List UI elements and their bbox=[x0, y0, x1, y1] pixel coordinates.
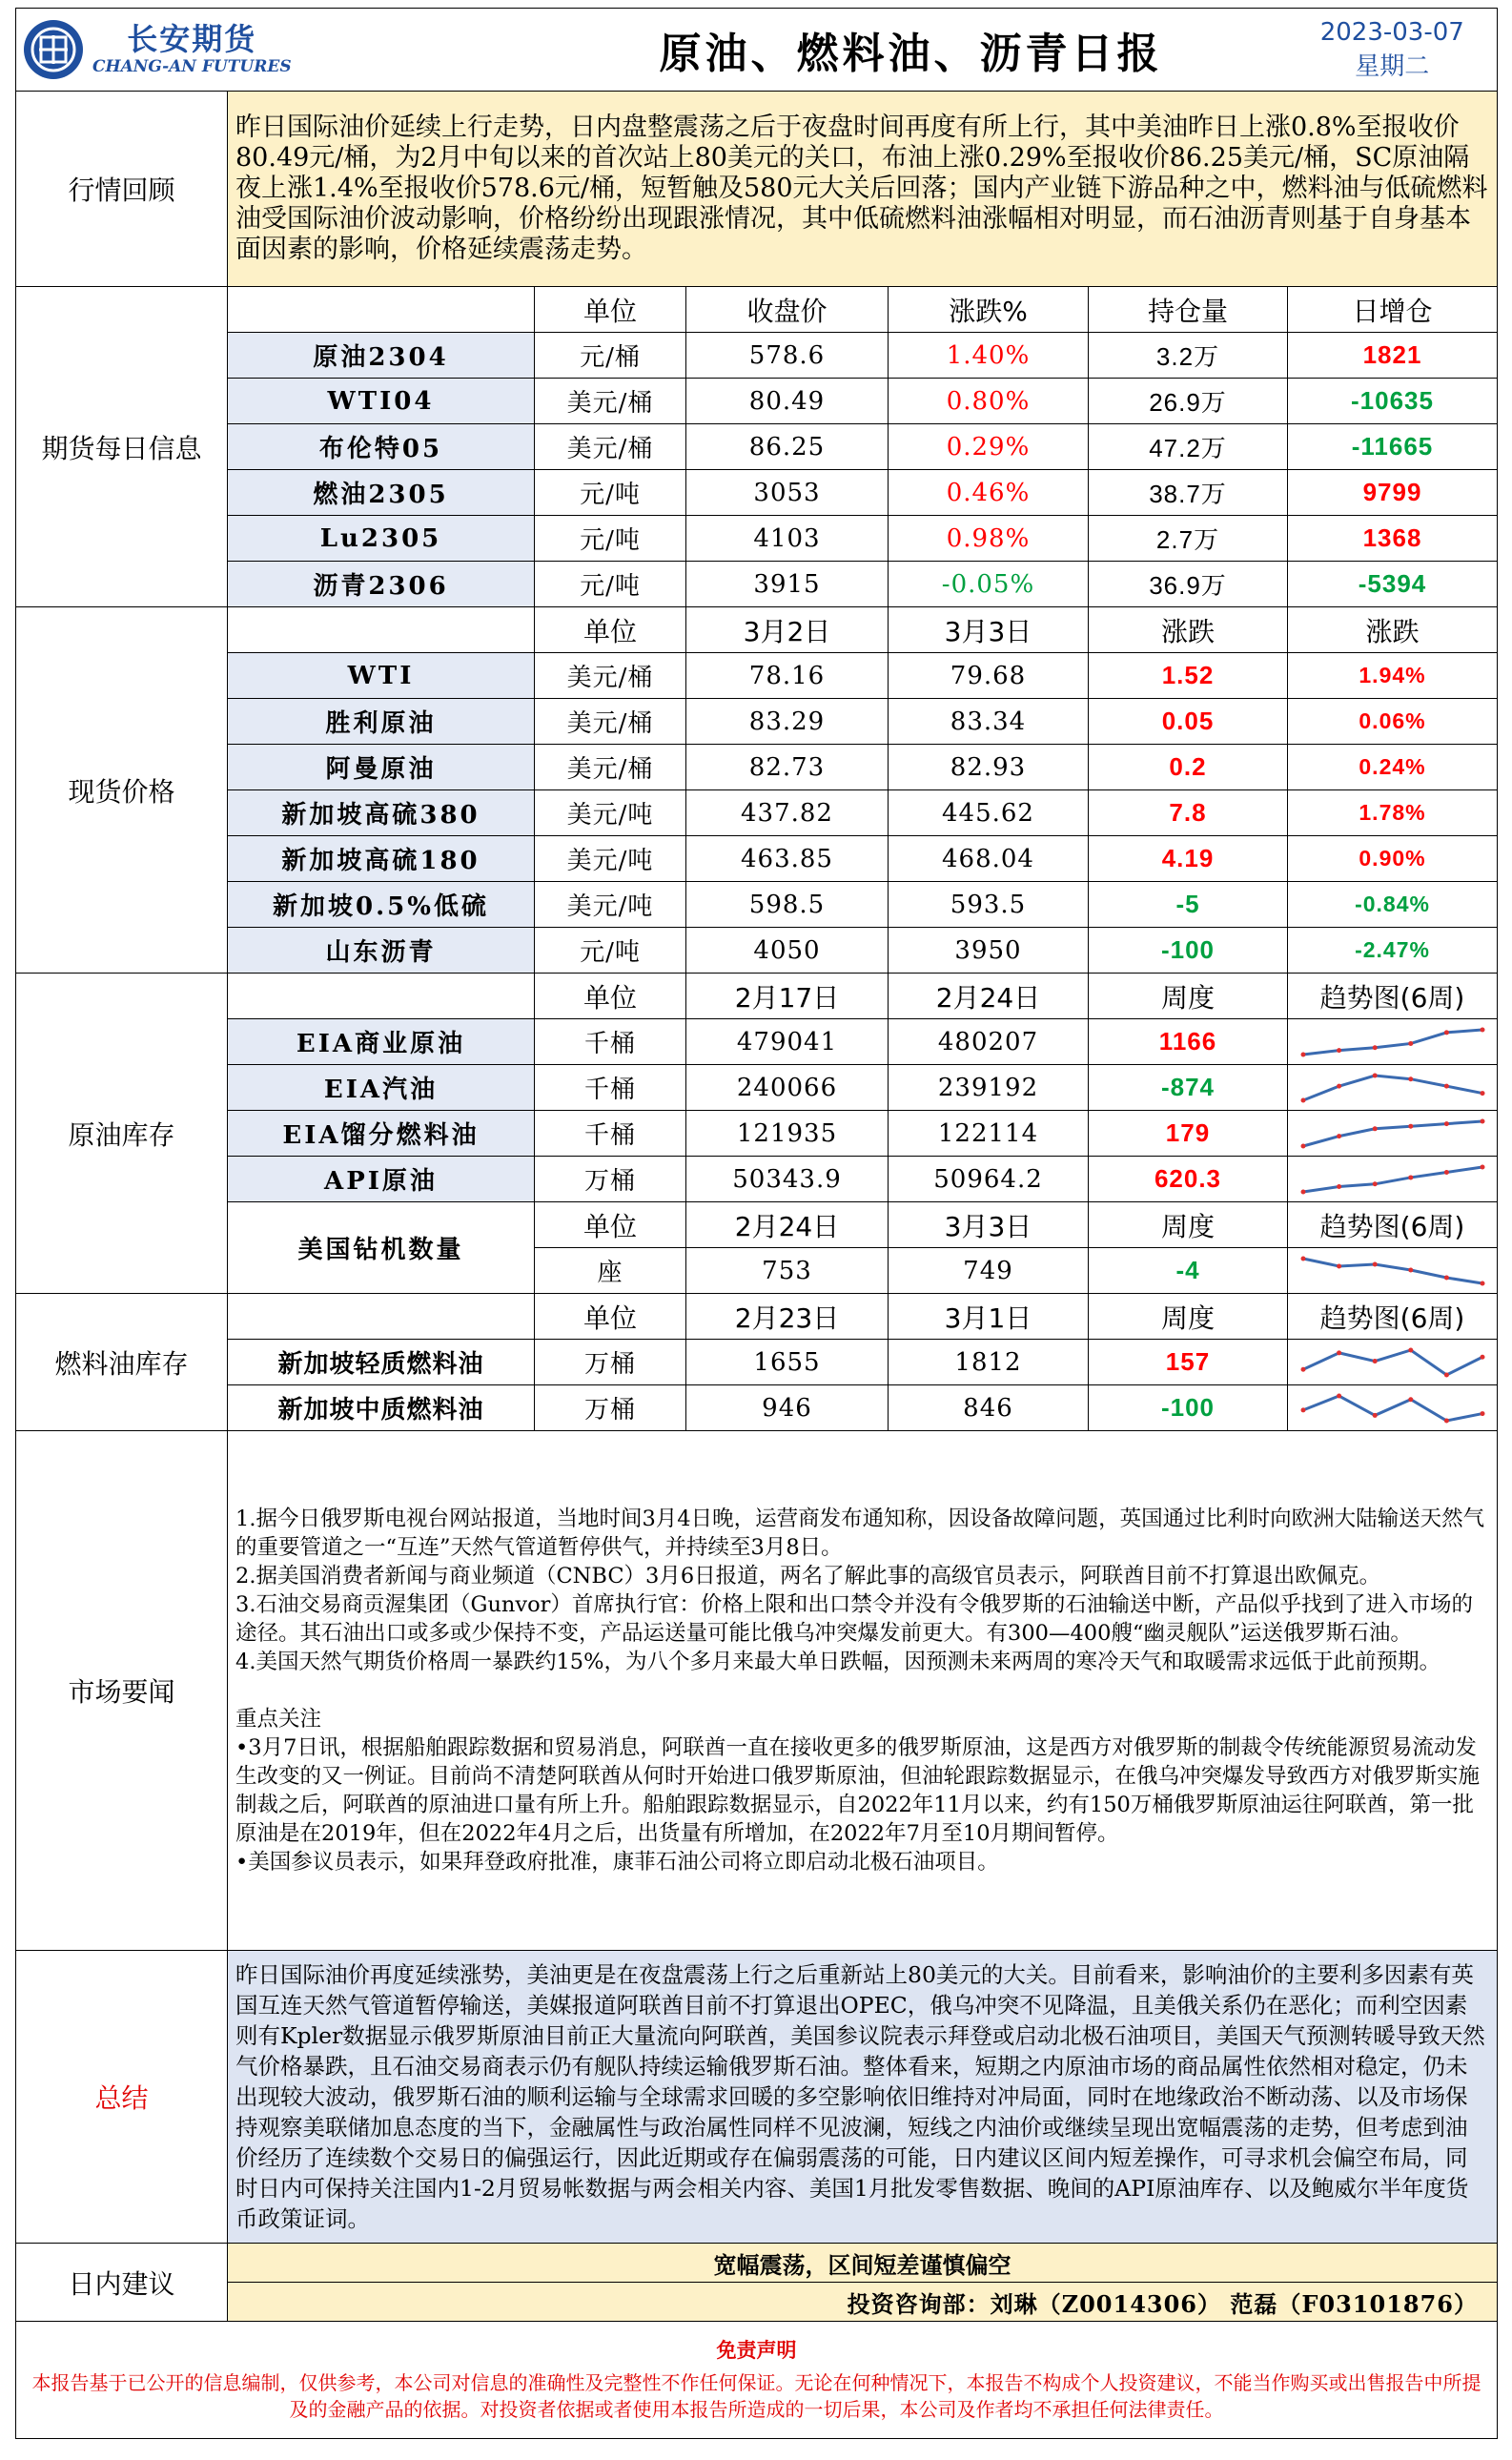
crude-inv-name: API原油 bbox=[228, 1157, 535, 1202]
sparkline-path bbox=[1303, 1167, 1482, 1192]
report-page bbox=[15, 8, 1497, 2450]
crude-inv-d2: 50964.2 bbox=[889, 1157, 1089, 1202]
sparkline-path bbox=[1303, 1350, 1482, 1375]
disclaimer-cell bbox=[16, 2322, 1498, 2439]
news-spacer bbox=[235, 1676, 1489, 1705]
futures-row bbox=[16, 562, 1498, 607]
futures-row bbox=[16, 424, 1498, 470]
sparkline-point bbox=[1408, 1076, 1413, 1081]
futures-unit: 元/吨 bbox=[535, 470, 686, 516]
sparkline-point bbox=[1372, 1261, 1377, 1266]
futures-chg: 0.29% bbox=[889, 424, 1089, 470]
logo-name-cn: 长安期货 bbox=[127, 21, 257, 57]
sparkline-point bbox=[1480, 1091, 1484, 1096]
futures-header-row bbox=[16, 287, 1498, 333]
news-item: 4.美国天然气期货价格周一暴跌约15%，为八个多月来最大单日跌幅，因预测未来两周的寒冷天气和取暖需求远低于此前预期。 bbox=[235, 1650, 1440, 1674]
spot-unit: 美元/桶 bbox=[535, 699, 686, 745]
sparkline-point bbox=[1300, 1366, 1305, 1371]
news-item: 3.石油交易商贡渥集团（Gunvor）首席执行官：价格上限和出口禁令并没有令俄罗斯的石油输送中断，产品似乎找到了进入市场的途径。其石油出口或多或少保持不变，产品运送量可能比俄乌冲突爆发前更大。有300—400艘“幽灵舰队”运送俄罗斯石油。 bbox=[235, 1592, 1473, 1646]
fuel-inv-d1: 946 bbox=[686, 1385, 889, 1431]
futures-close: 578.6 bbox=[686, 333, 889, 379]
fuel-inv-trend bbox=[1288, 1385, 1498, 1431]
sparkline-point bbox=[1337, 1048, 1341, 1053]
spot-d2: 593.5 bbox=[889, 882, 1089, 928]
futures-oi-chg: 1821 bbox=[1288, 333, 1498, 379]
futures-name: 原油2304 bbox=[228, 333, 535, 379]
futures-close: 3053 bbox=[686, 470, 889, 516]
spot-pct: 1.94% bbox=[1288, 653, 1498, 699]
rig-name: 美国钻机数量 bbox=[228, 1202, 535, 1294]
spot-chg: 4.19 bbox=[1089, 836, 1288, 882]
page-title: 原油、燃料油、沥青日报 bbox=[659, 30, 1163, 78]
crude-inv-d2: 122114 bbox=[889, 1111, 1089, 1157]
sparkline-point bbox=[1408, 1397, 1413, 1402]
spot-header-d1: 3月2日 bbox=[686, 607, 889, 653]
sparkline-path bbox=[1303, 1076, 1482, 1100]
futures-chg: 1.40% bbox=[889, 333, 1089, 379]
disclaimer-text: 本报告基于已公开的信息编制，仅供参考，本公司对信息的准确性及完整性不作任何保证。无论在何种情况下，本报告不构成个人投资建议，不能当作购买或出售报告中所提及的金融产品的依据。对投资者依据或者使用本报告所造成的一切后果，本公司及作者均不承担任何法律责任。 bbox=[31, 2371, 1481, 2421]
spot-name: 新加坡高硫380 bbox=[228, 790, 535, 836]
spot-name: 阿曼原油 bbox=[228, 745, 535, 790]
spot-name: WTI bbox=[228, 653, 535, 699]
spot-d1: 83.29 bbox=[686, 699, 889, 745]
crude-inv-chg: 179 bbox=[1089, 1111, 1288, 1157]
futures-name: 燃油2305 bbox=[228, 470, 535, 516]
futures-close: 4103 bbox=[686, 516, 889, 562]
sparkline-point bbox=[1337, 1393, 1341, 1398]
spot-header-blank bbox=[228, 607, 535, 653]
futures-unit: 美元/桶 bbox=[535, 424, 686, 470]
crude-inv-d1: 121935 bbox=[686, 1111, 889, 1157]
spot-chg: -5 bbox=[1089, 882, 1288, 928]
spot-d1: 4050 bbox=[686, 928, 889, 974]
crude-inv-header-blank bbox=[228, 974, 535, 1019]
crude-inv-header-trend: 趋势图(6周) bbox=[1288, 974, 1498, 1019]
spot-row bbox=[16, 882, 1498, 928]
futures-close: 3915 bbox=[686, 562, 889, 607]
spot-d2: 468.04 bbox=[889, 836, 1089, 882]
crude-inv-header-chg: 周度 bbox=[1089, 974, 1288, 1019]
futures-header-unit: 单位 bbox=[535, 287, 686, 333]
rig-header-d2: 3月3日 bbox=[889, 1202, 1089, 1248]
futures-oi: 26.9万 bbox=[1089, 379, 1288, 424]
futures-header-oi-chg: 日增仓 bbox=[1288, 287, 1498, 333]
disclaimer-title: 免责声明 bbox=[716, 2338, 797, 2362]
focus-title: 重点关注 bbox=[235, 1707, 322, 1732]
rig-header-unit: 单位 bbox=[535, 1202, 686, 1248]
fuel-inv-header-unit: 单位 bbox=[535, 1294, 686, 1340]
spot-chg: -100 bbox=[1089, 928, 1288, 974]
crude-inv-unit: 千桶 bbox=[535, 1111, 686, 1157]
consultant-info: 投资咨询部：刘琳（Z0014306） 范磊（F03101876） bbox=[228, 2283, 1498, 2322]
futures-name: 布伦特05 bbox=[228, 424, 535, 470]
fuel-inv-row bbox=[16, 1340, 1498, 1385]
spot-unit: 美元/吨 bbox=[535, 882, 686, 928]
fuel-inv-chg: 157 bbox=[1089, 1340, 1288, 1385]
rig-chg: -4 bbox=[1089, 1248, 1288, 1294]
futures-oi: 47.2万 bbox=[1089, 424, 1288, 470]
sparkline-point bbox=[1408, 1347, 1413, 1352]
futures-chg: 0.80% bbox=[889, 379, 1089, 424]
sparkline-point bbox=[1443, 1121, 1448, 1126]
crude-inv-d1: 50343.9 bbox=[686, 1157, 889, 1202]
spot-d1: 598.5 bbox=[686, 882, 889, 928]
trend-sparkline bbox=[1297, 1344, 1488, 1381]
sparkline-point bbox=[1408, 1040, 1413, 1045]
market-review-text: 昨日国际油价延续上行走势，日内盘整震荡之后于夜盘时间再度有所上行，其中美油昨日上涨0.8%至报收价80.49元/桶，为2月中旬以来的首次站上80美元的关口，布油上涨0.29%至报收价86.25美元/桶，SC原油隔夜上涨1.4%至报收价578.6元/桶，短暂触及580元大关后回落；国内产业链下游品种之中，燃料油与低硫燃料油受国际油价波动影响，价格纷纷出现跟涨情况，其中低硫燃料油涨幅相对明显，而石油沥青则基于自身基本面因素的影响，价格延续震荡走势。 bbox=[228, 92, 1498, 287]
sparkline-point bbox=[1480, 1164, 1484, 1169]
sparkline-path bbox=[1303, 1259, 1482, 1283]
spot-d2: 445.62 bbox=[889, 790, 1089, 836]
spot-chg: 1.52 bbox=[1089, 653, 1288, 699]
futures-chg: -0.05% bbox=[889, 562, 1089, 607]
sparkline-point bbox=[1337, 1263, 1341, 1268]
report-date: 2023-03-07 bbox=[1319, 18, 1464, 47]
fuel-inv-header-chg: 周度 bbox=[1089, 1294, 1288, 1340]
fuel-inv-name: 新加坡中质燃料油 bbox=[228, 1385, 535, 1431]
spot-d2: 79.68 bbox=[889, 653, 1089, 699]
spot-label: 现货价格 bbox=[16, 607, 228, 974]
logo-cell bbox=[16, 9, 535, 92]
crude-inv-header-row bbox=[16, 974, 1498, 1019]
trend-sparkline bbox=[1297, 1390, 1488, 1426]
rig-header-row bbox=[16, 1202, 1498, 1248]
spot-unit: 元/吨 bbox=[535, 928, 686, 974]
rig-d1: 753 bbox=[686, 1248, 889, 1294]
news-content bbox=[228, 1431, 1498, 1951]
fuel-inv-unit: 万桶 bbox=[535, 1340, 686, 1385]
title-cell bbox=[535, 9, 1288, 92]
sparkline-point bbox=[1408, 1267, 1413, 1272]
sparkline-point bbox=[1300, 1097, 1305, 1102]
crude-inv-header-d1: 2月17日 bbox=[686, 974, 889, 1019]
spot-d1: 437.82 bbox=[686, 790, 889, 836]
futures-header-close: 收盘价 bbox=[686, 287, 889, 333]
crude-inv-unit: 万桶 bbox=[535, 1157, 686, 1202]
spot-header-chg: 涨跌 bbox=[1089, 607, 1288, 653]
rig-trend bbox=[1288, 1248, 1498, 1294]
spot-pct: -2.47% bbox=[1288, 928, 1498, 974]
spot-unit: 美元/桶 bbox=[535, 745, 686, 790]
crude-inv-unit: 千桶 bbox=[535, 1065, 686, 1111]
market-review-label: 行情回顾 bbox=[16, 92, 228, 287]
crude-inv-chg: 620.3 bbox=[1089, 1157, 1288, 1202]
sparkline-point bbox=[1337, 1083, 1341, 1088]
spot-d1: 463.85 bbox=[686, 836, 889, 882]
market-review-row bbox=[16, 92, 1498, 287]
title-row bbox=[16, 9, 1498, 92]
sparkline-path bbox=[1303, 1121, 1482, 1146]
advice-row bbox=[16, 2244, 1498, 2283]
rig-unit: 座 bbox=[535, 1248, 686, 1294]
summary-row bbox=[16, 1951, 1498, 2244]
fuel-inv-d2: 846 bbox=[889, 1385, 1089, 1431]
sparkline-point bbox=[1372, 1412, 1377, 1417]
fuel-inv-header-row bbox=[16, 1294, 1498, 1340]
spot-row bbox=[16, 699, 1498, 745]
sparkline-point bbox=[1480, 1411, 1484, 1416]
crude-inv-d2: 480207 bbox=[889, 1019, 1089, 1065]
futures-unit: 元/吨 bbox=[535, 562, 686, 607]
spot-row bbox=[16, 928, 1498, 974]
sparkline-point bbox=[1480, 1281, 1484, 1285]
fuel-inv-header-d2: 3月1日 bbox=[889, 1294, 1089, 1340]
trend-sparkline bbox=[1297, 1070, 1488, 1106]
crude-inv-chg: 1166 bbox=[1089, 1019, 1288, 1065]
spot-unit: 美元/吨 bbox=[535, 790, 686, 836]
futures-header-oi: 持仓量 bbox=[1089, 287, 1288, 333]
sparkline-point bbox=[1372, 1181, 1377, 1186]
focus-item: •3月7日讯，根据船舶跟踪数据和贸易消息，阿联酋一直在接收更多的俄罗斯原油，这是西方对俄罗斯的制裁令传统能源贸易流动发生改变的又一例证。目前尚不清楚阿联酋从何时开始进口俄罗斯原油，但油轮跟踪数据显示，在俄乌冲突爆发导致西方对俄罗斯实施制裁之后，阿联酋的原油进口量有所上升。船舶跟踪数据显示，自2022年11月以来，约有150万桶俄罗斯原油运往阿联酋，第一批原油是在2019年，但在2022年4月之后，出货量有所增加，在2022年7月至10月期间暂停。 bbox=[235, 1735, 1481, 1846]
futures-oi: 36.9万 bbox=[1089, 562, 1288, 607]
crude-inv-d1: 479041 bbox=[686, 1019, 889, 1065]
futures-close: 86.25 bbox=[686, 424, 889, 470]
crude-inv-trend bbox=[1288, 1019, 1498, 1065]
futures-unit: 元/桶 bbox=[535, 333, 686, 379]
trend-sparkline bbox=[1297, 1161, 1488, 1198]
sparkline-point bbox=[1408, 1175, 1413, 1179]
spot-pct: 0.24% bbox=[1288, 745, 1498, 790]
trend-sparkline bbox=[1297, 1253, 1488, 1289]
rig-d2: 749 bbox=[889, 1248, 1089, 1294]
crude-inv-row bbox=[16, 1157, 1498, 1202]
sparkline-point bbox=[1443, 1169, 1448, 1174]
spot-name: 新加坡0.5%低硫 bbox=[228, 882, 535, 928]
spot-pct: -0.84% bbox=[1288, 882, 1498, 928]
summary-label: 总结 bbox=[16, 1951, 228, 2244]
futures-oi-chg: -11665 bbox=[1288, 424, 1498, 470]
consultant-row bbox=[16, 2283, 1498, 2322]
trend-sparkline bbox=[1297, 1024, 1488, 1060]
futures-chg: 0.98% bbox=[889, 516, 1089, 562]
crude-inv-name: EIA汽油 bbox=[228, 1065, 535, 1111]
report-table bbox=[15, 8, 1498, 2439]
crude-inv-trend bbox=[1288, 1065, 1498, 1111]
sparkline-point bbox=[1372, 1359, 1377, 1363]
news-item: 2.据美国消费者新闻与商业频道（CNBC）3月6日报道，两名了解此事的高级官员表示，阿联酋目前不打算退出欧佩克。 bbox=[235, 1564, 1381, 1589]
futures-name: 沥青2306 bbox=[228, 562, 535, 607]
crude-inv-row bbox=[16, 1111, 1498, 1157]
spot-unit: 美元/吨 bbox=[535, 836, 686, 882]
rig-header-d1: 2月24日 bbox=[686, 1202, 889, 1248]
futures-row bbox=[16, 379, 1498, 424]
sparkline-point bbox=[1372, 1045, 1377, 1050]
futures-close: 80.49 bbox=[686, 379, 889, 424]
sparkline-point bbox=[1300, 1189, 1305, 1194]
spot-d2: 83.34 bbox=[889, 699, 1089, 745]
spot-pct: 1.78% bbox=[1288, 790, 1498, 836]
spot-name: 新加坡高硫180 bbox=[228, 836, 535, 882]
spot-d1: 78.16 bbox=[686, 653, 889, 699]
sparkline-point bbox=[1480, 1354, 1484, 1359]
crude-inv-trend bbox=[1288, 1157, 1498, 1202]
spot-d2: 82.93 bbox=[889, 745, 1089, 790]
spot-name: 山东沥青 bbox=[228, 928, 535, 974]
crude-inv-row bbox=[16, 1065, 1498, 1111]
spot-chg: 0.2 bbox=[1089, 745, 1288, 790]
sparkline-point bbox=[1443, 1275, 1448, 1280]
spot-pct: 0.90% bbox=[1288, 836, 1498, 882]
crude-inv-header-d2: 2月24日 bbox=[889, 974, 1089, 1019]
sparkline-point bbox=[1300, 1256, 1305, 1261]
futures-oi-chg: 1368 bbox=[1288, 516, 1498, 562]
spot-unit: 美元/桶 bbox=[535, 653, 686, 699]
date-cell bbox=[1288, 9, 1498, 92]
futures-oi: 3.2万 bbox=[1089, 333, 1288, 379]
futures-header-blank bbox=[228, 287, 535, 333]
spot-chg: 0.05 bbox=[1089, 699, 1288, 745]
crude-inv-d1: 240066 bbox=[686, 1065, 889, 1111]
sparkline-point bbox=[1300, 1052, 1305, 1056]
futures-chg: 0.46% bbox=[889, 470, 1089, 516]
report-weekday: 星期二 bbox=[1355, 52, 1430, 81]
logo-emblem-icon bbox=[24, 20, 83, 79]
spot-header-unit: 单位 bbox=[535, 607, 686, 653]
spot-pct: 0.06% bbox=[1288, 699, 1498, 745]
spot-header-d2: 3月3日 bbox=[889, 607, 1089, 653]
sparkline-point bbox=[1337, 1134, 1341, 1138]
crude-inv-trend bbox=[1288, 1111, 1498, 1157]
spot-header-pct: 涨跌 bbox=[1288, 607, 1498, 653]
fuel-inv-trend bbox=[1288, 1340, 1498, 1385]
futures-unit: 美元/桶 bbox=[535, 379, 686, 424]
crude-inv-name: EIA馏分燃料油 bbox=[228, 1111, 535, 1157]
fuel-inv-header-d1: 2月23日 bbox=[686, 1294, 889, 1340]
spot-row bbox=[16, 745, 1498, 790]
sparkline-path bbox=[1303, 1396, 1482, 1421]
fuel-inv-chg: -100 bbox=[1089, 1385, 1288, 1431]
fuel-inv-header-blank bbox=[228, 1294, 535, 1340]
fuel-inv-row bbox=[16, 1385, 1498, 1431]
spot-row bbox=[16, 836, 1498, 882]
spot-d1: 82.73 bbox=[686, 745, 889, 790]
crude-inv-chg: -874 bbox=[1089, 1065, 1288, 1111]
spot-d2: 3950 bbox=[889, 928, 1089, 974]
trend-sparkline bbox=[1297, 1116, 1488, 1152]
futures-unit: 元/吨 bbox=[535, 516, 686, 562]
sparkline-point bbox=[1408, 1123, 1413, 1128]
news-row bbox=[16, 1431, 1498, 1951]
futures-header-chg: 涨跌% bbox=[889, 287, 1089, 333]
futures-oi-chg: -5394 bbox=[1288, 562, 1498, 607]
news-item: 1.据今日俄罗斯电视台网站报道，当地时间3月4日晚，运营商发布通知称，因设备故障问题，英国通过比利时向欧洲大陆输送天然气的重要管道之一“互连”天然气管道暂停供气，并持续至3月8日。 bbox=[235, 1507, 1485, 1560]
crude-inv-header-unit: 单位 bbox=[535, 974, 686, 1019]
sparkline-point bbox=[1443, 1083, 1448, 1088]
sparkline-point bbox=[1480, 1118, 1484, 1123]
rig-header-trend: 趋势图(6周) bbox=[1288, 1202, 1498, 1248]
futures-label: 期货每日信息 bbox=[16, 287, 228, 607]
futures-oi: 38.7万 bbox=[1089, 470, 1288, 516]
logo-name-en: CHANG-AN FUTURES bbox=[92, 57, 292, 76]
spot-name: 胜利原油 bbox=[228, 699, 535, 745]
futures-oi-chg: -10635 bbox=[1288, 379, 1498, 424]
fuel-inv-header-trend: 趋势图(6周) bbox=[1288, 1294, 1498, 1340]
sparkline-path bbox=[1303, 1030, 1482, 1055]
futures-name: Lu2305 bbox=[228, 516, 535, 562]
futures-row bbox=[16, 333, 1498, 379]
futures-oi-chg: 9799 bbox=[1288, 470, 1498, 516]
news-label: 市场要闻 bbox=[16, 1431, 228, 1951]
sparkline-point bbox=[1372, 1073, 1377, 1077]
spot-header-row bbox=[16, 607, 1498, 653]
focus-item: •美国参议员表示，如果拜登政府批准，康菲石油公司将立即启动北极石油项目。 bbox=[235, 1850, 999, 1875]
sparkline-point bbox=[1443, 1372, 1448, 1377]
futures-oi: 2.7万 bbox=[1089, 516, 1288, 562]
sparkline-point bbox=[1443, 1418, 1448, 1423]
summary-text: 昨日国际油价再度延续涨势，美油更是在夜盘震荡上行之后重新站上80美元的大关。目前看来，影响油价的主要利多因素有英国互连天然气管道暂停输送，美媒报道阿联酋目前不打算退出OPEC，俄乌冲突不见降温，且美俄关系仍在恶化；而利空因素则有Kpler数据显示俄罗斯原油目前正大量流向阿联酋，美国参议院表示拜登或启动北极石油项目，美国天气预测转暖导致天然气价格暴跌，且石油交易商表示仍有舰队持续运输俄罗斯石油。整体看来，短期之内原油市场的商品属性依然相对稳定，仍未出现较大波动，俄罗斯石油的顺利运输与全球需求回暖的多空影响依旧维持对冲局面，同时在地缘政治不断动荡、以及市场保持观察美联储加息态度的当下，金融属性与政治属性同样不见波澜，短线之内油价或继续呈现出宽幅震荡的走势，但考虑到油价经历了连续数个交易日的偏强运行，因此近期或存在偏弱震荡的可能，日内建议区间内短差操作，可寻求机会偏空布局，同时日内可保持关注国内1-2月贸易帐数据与两会相关内容、美国1月批发零售数据、晚间的API原油库存、以及鲍威尔半年度货币政策证词。 bbox=[228, 1951, 1498, 2244]
futures-name: WTI04 bbox=[228, 379, 535, 424]
disclaimer-row bbox=[16, 2322, 1498, 2439]
spot-row bbox=[16, 653, 1498, 699]
sparkline-point bbox=[1337, 1350, 1341, 1355]
sparkline-point bbox=[1300, 1143, 1305, 1148]
fuel-inv-d2: 1812 bbox=[889, 1340, 1089, 1385]
rig-header-chg: 周度 bbox=[1089, 1202, 1288, 1248]
sparkline-point bbox=[1300, 1407, 1305, 1412]
spot-row bbox=[16, 790, 1498, 836]
crude-inv-d2: 239192 bbox=[889, 1065, 1089, 1111]
crude-inv-unit: 千桶 bbox=[535, 1019, 686, 1065]
sparkline-point bbox=[1480, 1027, 1484, 1032]
sparkline-point bbox=[1337, 1184, 1341, 1189]
fuel-inv-unit: 万桶 bbox=[535, 1385, 686, 1431]
advice-label: 日内建议 bbox=[16, 2244, 228, 2322]
futures-row bbox=[16, 516, 1498, 562]
fuel-inv-label: 燃料油库存 bbox=[16, 1294, 228, 1431]
fuel-inv-name: 新加坡轻质燃料油 bbox=[228, 1340, 535, 1385]
spot-chg: 7.8 bbox=[1089, 790, 1288, 836]
crude-inv-row bbox=[16, 1019, 1498, 1065]
sparkline-point bbox=[1443, 1030, 1448, 1035]
crude-inv-name: EIA商业原油 bbox=[228, 1019, 535, 1065]
crude-inv-label: 原油库存 bbox=[16, 974, 228, 1294]
fuel-inv-d1: 1655 bbox=[686, 1340, 889, 1385]
futures-row bbox=[16, 470, 1498, 516]
advice-text: 宽幅震荡，区间短差谨慎偏空 bbox=[228, 2244, 1498, 2283]
sparkline-point bbox=[1372, 1126, 1377, 1131]
